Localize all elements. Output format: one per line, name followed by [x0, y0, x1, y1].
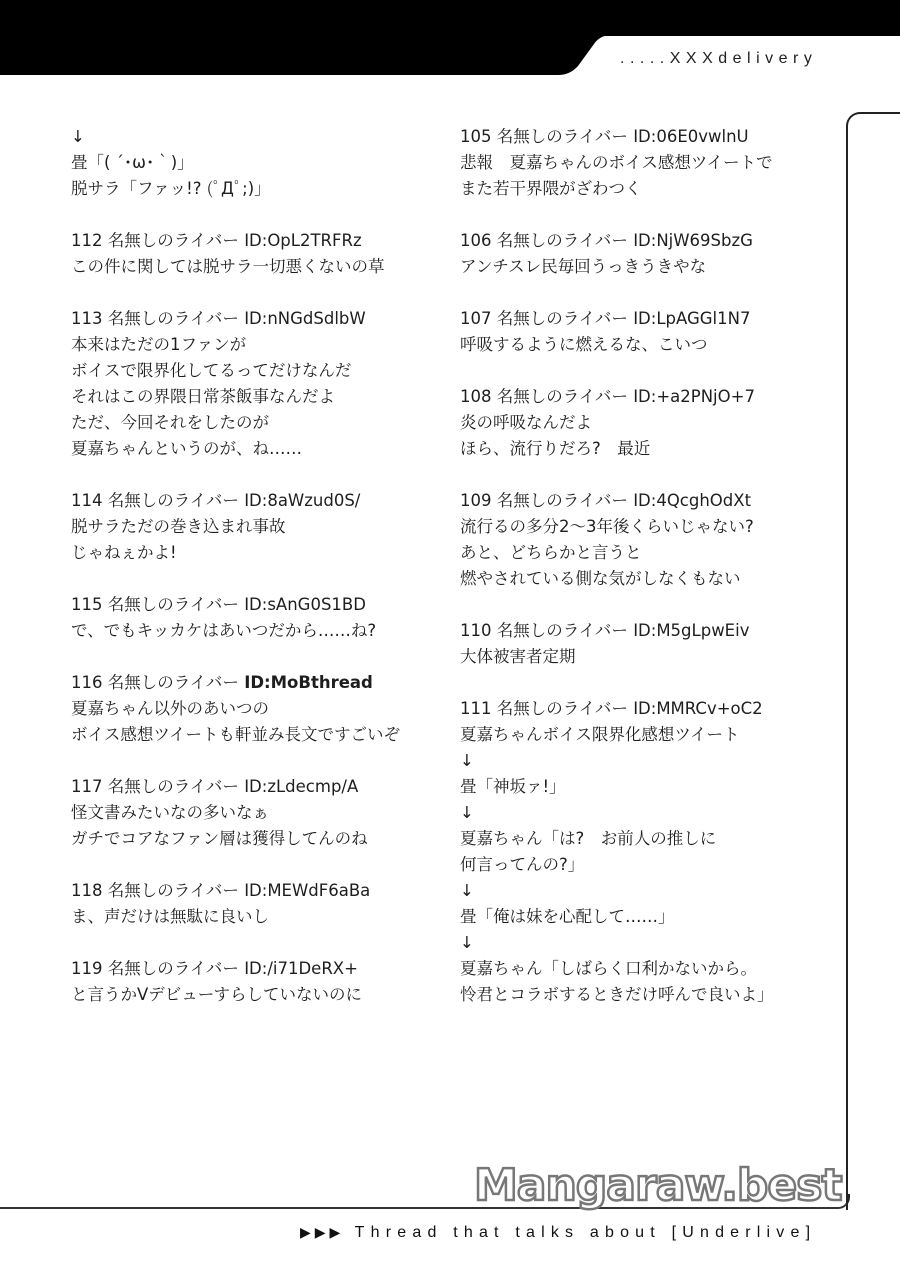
header-title: .....XXXdelivery — [620, 50, 818, 67]
post-body-line: 流行るの多分2～3年後くらいじゃない? — [460, 517, 754, 536]
left-column — [71, 124, 451, 1034]
post-header: 113 名無しのライバー ID:nNGdSdlbW — [71, 309, 366, 328]
post-body-line: 燃やされている側な気がしなくもない — [460, 569, 741, 588]
footer-text: Thread that talks about [Underlive] — [354, 1224, 817, 1241]
post-header: 117 名無しのライバー ID:zLdecmp/A — [71, 777, 359, 796]
post-body-line: 夏嘉ちゃんボイス限界化感想ツイート — [460, 725, 740, 744]
post-body-line: と言うかVデビューすらしていないのに — [71, 985, 362, 1004]
post-body-line: 夏嘉ちゃん以外のあいつの — [71, 699, 269, 718]
post-body-line: 夏嘉ちゃん「しばらく口利かないから。 — [460, 959, 757, 978]
post-header: 107 名無しのライバー ID:LpAGGl1N7 — [460, 309, 751, 328]
post-header: 110 名無しのライバー ID:M5gLpwEiv — [460, 621, 750, 640]
post-109 — [460, 488, 840, 592]
post-body-line: 呼吸するように燃えるな、こいつ — [460, 335, 708, 354]
triple-arrow-icon: ▶▶▶ — [300, 1224, 345, 1240]
post-107 — [460, 306, 840, 358]
post-header: 111 名無しのライバー ID:MMRCv+oC2 — [460, 699, 763, 718]
post-body-line: 脱サラただの巻き込まれ事故 — [71, 517, 286, 536]
post-115 — [71, 592, 451, 644]
header-banner-shape — [0, 0, 900, 80]
post-body-line: ↓ — [460, 751, 474, 770]
text-line: 脱サラ「ファッ!? (ﾟДﾟ;)」 — [71, 179, 271, 198]
post-header: 112 名無しのライバー ID:OpL2TRFRz — [71, 231, 362, 250]
text-line: 畳「( ´･ω･｀)」 — [71, 153, 194, 172]
post-body-line: ボイスで限界化してるってだけなんだ — [71, 361, 352, 380]
post-body-line: 怪文書みたいなの多いなぁ — [71, 803, 269, 822]
post-header: 109 名無しのライバー ID:4QcghOdXt — [460, 491, 752, 510]
page-frame-right — [846, 112, 900, 1210]
post-body-line: じゃねぇかよ! — [71, 543, 177, 562]
post-117 — [71, 774, 451, 852]
post-body-line: 夏嘉ちゃんというのが、ね…… — [71, 439, 302, 458]
post-body-line: 大体被害者定期 — [460, 647, 576, 666]
post-114 — [71, 488, 451, 566]
post-body-line: ほら、流行りだろ? 最近 — [460, 439, 651, 458]
post-119 — [71, 956, 451, 1008]
post-106 — [460, 228, 840, 280]
post-body-line: 怜君とコラボするときだけ呼んで良いよ」 — [460, 985, 774, 1004]
post-header: 116 名無しのライバー ID:MoBthread — [71, 673, 373, 692]
text-line: ↓ — [71, 127, 85, 146]
post-body-line: 悲報 夏嘉ちゃんのボイス感想ツイートで — [460, 153, 773, 172]
post-body-line: 畳「俺は妹を心配して……」 — [460, 907, 675, 926]
post-body-line: ↓ — [460, 933, 474, 952]
post-113 — [71, 306, 451, 462]
post-body-line: この件に関しては脱サラ一切悪くないの草 — [71, 257, 385, 276]
post-body-line: で、でもキッカケはあいつだから……ね? — [71, 621, 377, 640]
post-105 — [460, 124, 840, 202]
post-body-line: また若干界隈がざわつく — [460, 179, 642, 198]
post-header: 119 名無しのライバー ID:/i71DeRX+ — [71, 959, 358, 978]
post-112 — [71, 228, 451, 280]
post-header: 114 名無しのライバー ID:8aWzud0S/ — [71, 491, 361, 510]
post-header: 106 名無しのライバー ID:NjW69SbzG — [460, 231, 753, 250]
post-header: 115 名無しのライバー ID:sAnG0S1BD — [71, 595, 366, 614]
post-body-line: アンチスレ民毎回うっきうきやな — [460, 257, 707, 276]
post-body-line: 何言ってんの?」 — [460, 855, 585, 874]
right-column — [460, 124, 840, 1034]
post-body-line: ボイス感想ツイートも軒並み長文ですごいぞ — [71, 725, 401, 744]
continuation-block — [71, 124, 451, 202]
post-body-line: ま、声だけは無駄に良いし — [71, 907, 269, 926]
post-111 — [460, 696, 840, 1008]
footer — [300, 1224, 816, 1242]
post-body-line: 本来はただの1ファンが — [71, 335, 247, 354]
post-108 — [460, 384, 840, 462]
watermark: Mangaraw.best — [474, 1160, 842, 1211]
post-110 — [460, 618, 840, 670]
post-body-line: ガチでコアなファン層は獲得してんのね — [71, 829, 368, 848]
post-body-line: 炎の呼吸なんだよ — [460, 413, 592, 432]
highlighted-id: ID:MoBthread — [244, 673, 373, 692]
post-body-line: ↓ — [460, 803, 474, 822]
post-body-line: ↓ — [460, 881, 474, 900]
post-header: 105 名無しのライバー ID:06E0vwlnU — [460, 127, 749, 146]
post-body-line: ただ、今回それをしたのが — [71, 413, 269, 432]
post-body-line: あと、どちらかと言うと — [460, 543, 642, 562]
post-header: 118 名無しのライバー ID:MEWdF6aBa — [71, 881, 371, 900]
post-body-line: それはこの界隈日常茶飯事なんだよ — [71, 387, 335, 406]
post-body-line: 畳「神坂ァ!」 — [460, 777, 566, 796]
post-body-line: 夏嘉ちゃん「は? お前人の推しに — [460, 829, 717, 848]
post-118 — [71, 878, 451, 930]
post-header: 108 名無しのライバー ID:+a2PNjO+7 — [460, 387, 755, 406]
post-116 — [71, 670, 451, 748]
